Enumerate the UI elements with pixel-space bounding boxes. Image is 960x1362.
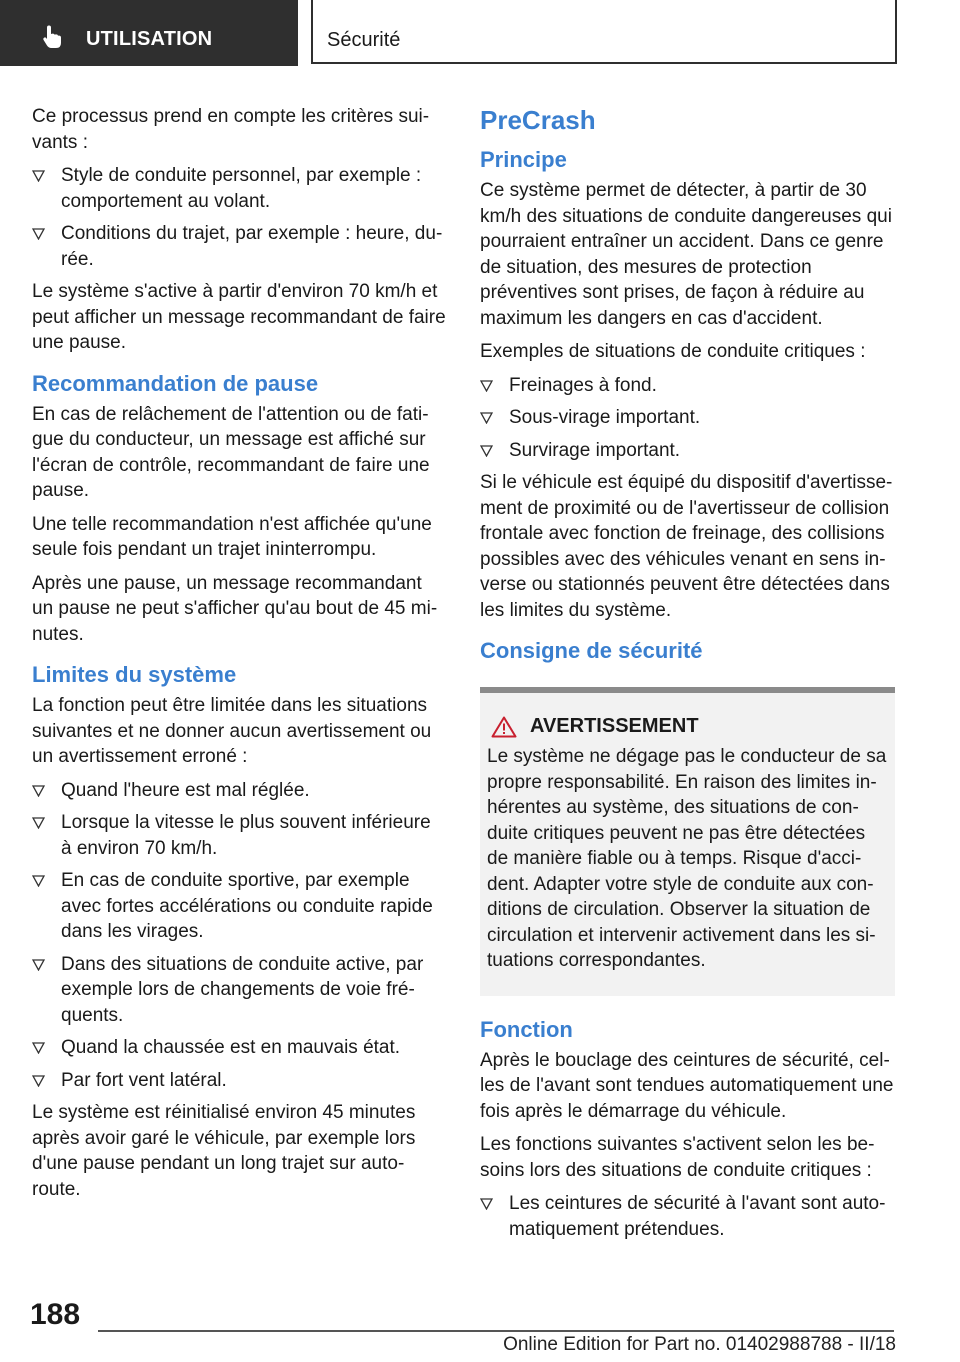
function-paragraph: Les fonctions suivantes s'activent selon les besoins lors des situations de conduite critiques : xyxy=(480,1134,875,1181)
page-number: 188 xyxy=(30,1298,81,1331)
warning-triangle-icon xyxy=(491,716,517,738)
triangle-bullet-icon xyxy=(32,959,45,971)
list-item: Style de conduite personnel, par exemple : comportement au volant. xyxy=(32,163,446,214)
triangle-bullet-icon xyxy=(32,817,45,829)
triangle-bullet-icon xyxy=(32,170,45,182)
safety-heading: Consigne de sécurité xyxy=(480,638,703,663)
principle-paragraph: Ce système permet de détecter, à partir de 30 km/h des situations de conduite dangereuses qui pourraient entraîner un accident. Dans ce genre de situation, des mesures de protection préventives sont prises, de façon à réduire au maximum les dangers en cas d'accident. xyxy=(480,180,892,329)
left-column xyxy=(32,104,446,1210)
list-item: Freinages à fond. xyxy=(480,373,896,399)
list-item: Quand l'heure est mal réglée. xyxy=(32,778,446,804)
list-item: Quand la chaussée est en mauvais état. xyxy=(32,1035,446,1061)
list-item: Lorsque la vitesse le plus souvent inférieure à environ 70 km/h. xyxy=(32,810,446,861)
warning-box xyxy=(480,687,895,996)
chapter-label: UTILISATION xyxy=(86,28,213,50)
intro-paragraph: Ce processus prend en compte les critères suivants : xyxy=(32,106,430,153)
limits-intro: La fonction peut être limitée dans les situations suivantes et ne donner aucun avertissement ou un avertissement erroné : xyxy=(32,695,432,767)
function-list xyxy=(480,1191,896,1242)
pause-heading: Recommandation de pause xyxy=(32,370,319,396)
principle-heading: Principe xyxy=(480,147,567,172)
triangle-bullet-icon xyxy=(32,228,45,240)
reset-paragraph: Le système est réinitialisé environ 45 minutes après avoir garé le véhicule, par exemple lors d'une pause pendant un long trajet sur autoroute. xyxy=(32,1102,416,1200)
pause-paragraph: Après une pause, un message recommandant un pause ne peut s'afficher qu'au bout de 45 minutes. xyxy=(32,572,438,645)
precrash-title: PreCrash xyxy=(480,105,596,135)
footer-divider xyxy=(98,1330,894,1332)
triangle-bullet-icon xyxy=(480,380,493,392)
list-item: Par fort vent latéral. xyxy=(32,1068,446,1094)
list-item: Les ceintures de sécurité à l'avant sont automatiquement prétendues. xyxy=(480,1191,896,1242)
section-label: Sécurité xyxy=(327,29,401,51)
warning-title: AVERTISSEMENT xyxy=(487,715,887,738)
triangle-bullet-icon xyxy=(32,785,45,797)
hand-pointer-icon xyxy=(40,24,66,50)
pause-paragraph: En cas de relâchement de l'attention ou de fatigue du conducteur, un message est affiché sur l'écran de contrôle, recommandant de faire une pause. xyxy=(32,403,430,501)
right-column xyxy=(480,104,896,1249)
triangle-bullet-icon xyxy=(480,1198,493,1210)
activation-paragraph: Le système s'active à partir d'environ 70 km/h et peut afficher un message recommandant de faire une pause. xyxy=(32,281,446,353)
examples-intro: Exemples de situations de conduite critiques : xyxy=(480,341,866,362)
examples-list xyxy=(480,373,896,464)
list-item: En cas de conduite sportive, par exemple avec fortes accélérations ou conduite rapide dans les virages. xyxy=(32,868,446,945)
triangle-bullet-icon xyxy=(480,445,493,457)
chapter-tab xyxy=(0,0,298,66)
warning-text: Le système ne dégage pas le conducteur de sa propre responsabilité. En raison des limites inhérentes au système, des situations de conduite critiques peuvent ne pas être détectées de manière fiable ou à temps. Risque d'accident. Adapter votre style de conduite aux conditions de circulation. Observer la situation de circulation et intervenir activement dans les situations correspondantes. xyxy=(487,746,887,971)
equipped-paragraph: Si le véhicule est équipé du dispositif d'avertissement de proximité ou de l'avertisseur de collision frontale avec fonction de freinage, des collisions possibles avec des véhicules venant en sens inverse ou stationnés peuvent être détectées dans les limites du système. xyxy=(480,472,893,621)
section-header xyxy=(311,0,897,64)
edition-text: Online Edition for Part no. 01402988788 - II/18 xyxy=(503,1334,896,1355)
triangle-bullet-icon xyxy=(32,1075,45,1087)
pause-paragraph: Une telle recommandation n'est affichée qu'une seule fois pendant un trajet ininterrompu. xyxy=(32,513,432,560)
criteria-list xyxy=(32,163,446,272)
function-paragraph: Après le bouclage des ceintures de sécurité, celles de l'avant sont tendues automatiquement une fois après le démarrage du véhicule. xyxy=(480,1049,894,1122)
function-heading: Fonction xyxy=(480,1016,573,1042)
list-item: Dans des situations de conduite active, par exemple lors de changements de voie fréquents. xyxy=(32,952,446,1029)
list-item: Conditions du trajet, par exemple : heure, durée. xyxy=(32,221,446,272)
list-item: Survirage important. xyxy=(480,438,896,464)
limits-list xyxy=(32,778,446,1094)
triangle-bullet-icon xyxy=(32,1042,45,1054)
triangle-bullet-icon xyxy=(480,412,493,424)
list-item: Sous-virage important. xyxy=(480,405,896,431)
triangle-bullet-icon xyxy=(32,875,45,887)
limits-heading: Limites du système xyxy=(32,662,237,687)
